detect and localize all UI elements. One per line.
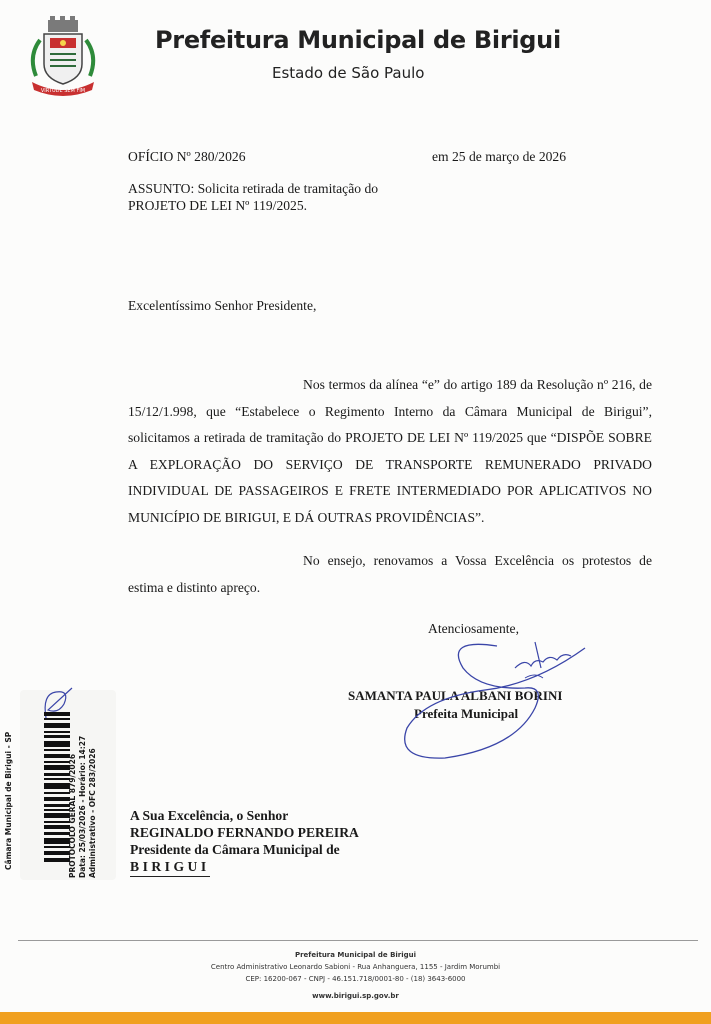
addressee-line-1: A Sua Excelência, o Senhor: [130, 808, 289, 823]
footer-org: Prefeitura Municipal de Birigui: [294, 951, 417, 959]
body-paragraph-1: Nos termos da alínea “e” do artigo 189 da Resolução nº 216, de 15/12/1.998, que “Estabelece o Regimento Interno da Câmara Municipal de Birigui”, solicitamos a retirada de tramitação do PROJETO DE LEI Nº 119/2025 que “DISPÕE SOBRE A EXPLORAÇÃO DO SERVIÇO DE TRANSPORTE REMUNERADO PRIVADO INDIVIDUAL DE PASSAGEIROS E FRETE INTERMEDIADO POR APLICATIVOS NO MUNICÍPIO DE BIRIGUI, E DÁ OUTRAS PROVIDÊNCIAS”.: [128, 377, 652, 525]
stamp-datetime: Data: 25/03/2026 - Horário: 14:27: [78, 735, 87, 878]
salutation: Excelentíssimo Senhor Presidente,: [128, 298, 317, 313]
body-paragraph-2: No ensejo, renovamos a Vossa Excelência os protestos de estima e distinto apreço.: [128, 553, 652, 595]
handwritten-signature: [385, 628, 605, 768]
footer-accent-bar: [0, 1012, 711, 1024]
subject-line-2: PROJETO DE LEI Nº 119/2025.: [128, 198, 308, 213]
letter-date: em 25 de março de 2026: [432, 149, 567, 164]
stamp-protocol: PROTOCOLO GERAL 879/2026: [68, 753, 77, 878]
signer-name: SAMANTA PAULA ALBANI BORINI: [348, 688, 563, 703]
subject-line-1: ASSUNTO: Solicita retirada de tramitação do: [128, 181, 379, 196]
header-subtitle: Estado de São Paulo: [272, 64, 425, 82]
footer-website: www.birigui.sp.gov.br: [312, 992, 399, 1000]
addressee-city: BIRIGUI: [130, 859, 210, 877]
stamp-info: [68, 718, 112, 878]
oficio-number: OFÍCIO Nº 280/2026: [128, 149, 246, 164]
header-title: Prefeitura Municipal de Birigui: [155, 26, 561, 54]
addressee-name: REGINALDO FERNANDO PEREIRA: [130, 825, 359, 840]
footer-contact: CEP: 16200-067 - CNPJ - 46.151.718/0001-80 - (18) 3643-6000: [245, 975, 466, 983]
footer-divider: [18, 940, 698, 941]
barcode: [44, 712, 70, 862]
subject: [128, 180, 428, 214]
stamp-department: Administrativo - OFC 283/2026: [88, 748, 97, 878]
footer-address: Centro Administrativo Leonardo Sabioni - Rua Anhanguera, 1155 - Jardim Morumbi: [210, 963, 501, 971]
stamp-label: Câmara Municipal de Birigui - SP: [4, 731, 13, 870]
closing: Atenciosamente,: [428, 621, 519, 636]
crest-motto: VIRTUDE SEM FIM: [40, 88, 86, 94]
signer-role: Prefeita Municipal: [414, 706, 519, 721]
addressee-role: Presidente da Câmara Municipal de: [130, 842, 340, 857]
municipal-crest-logo: [26, 16, 100, 96]
